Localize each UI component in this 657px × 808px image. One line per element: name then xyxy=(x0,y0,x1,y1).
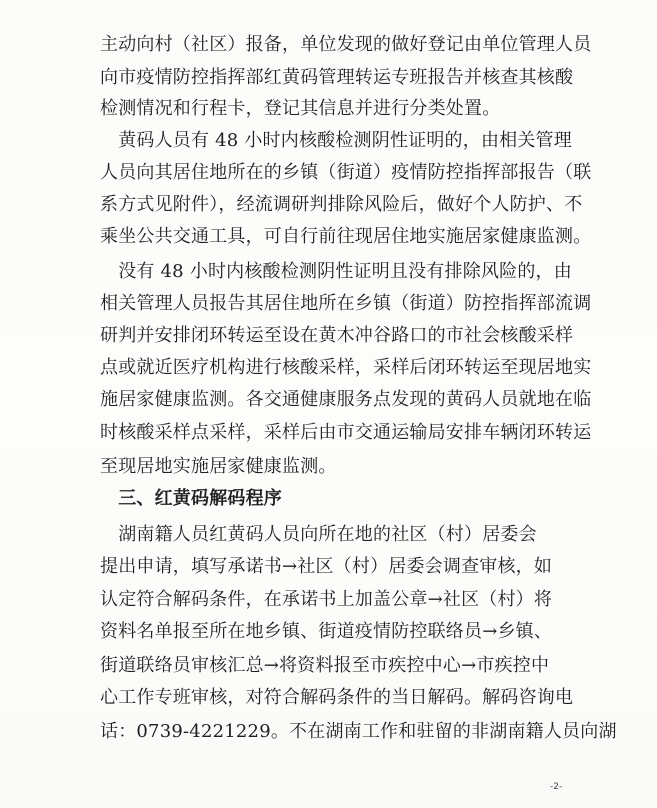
section-heading: 三、红黄码解码程序 xyxy=(100,488,282,509)
text-line: 资料名单报至所在地乡镇、街道疫情防控联络员→乡镇、 xyxy=(100,621,553,642)
text-line: 黄码人员有 48 小时内核酸检测阴性证明的，由相关管理 xyxy=(100,130,572,151)
text-line: 湖南籍人员红黄码人员向所在地的社区（村）居委会 xyxy=(100,524,537,545)
text-line: 至现居地实施居家健康监测。 xyxy=(100,456,337,477)
text-line: 检测情况和行程卡，登记其信息并进行分类处置。 xyxy=(100,98,501,119)
text-line: 研判并安排闭环转运至设在黄木冲谷路口的市社会核酸采样 xyxy=(100,325,574,346)
text-line: 认定符合解码条件，在承诺书上加盖公章→社区（村）将 xyxy=(100,589,553,610)
text-line: 人员向其居住地所在的乡镇（街道）疫情防控指挥部报告（联 xyxy=(100,162,592,183)
text-line: 话：0739-4221229。不在湖南工作和驻留的非湖南籍人员向湖 xyxy=(100,721,617,742)
text-line: 没有 48 小时内核酸检测阴性证明且没有排除风险的，由 xyxy=(100,261,572,282)
text-line: 施居家健康监测。各交通健康服务点发现的黄码人员就地在临 xyxy=(100,389,592,410)
text-line: 主动向村（社区）报备，单位发现的做好登记由单位管理人员 xyxy=(100,34,592,55)
text-line: 心工作专班审核，对符合解码条件的当日解码。解码咨询电 xyxy=(100,687,574,708)
text-line: 系方式见附件），经流调研判排除风险后，做好个人防护、不 xyxy=(100,194,583,215)
text-line: 向市疫情防控指挥部红黄码管理转运专班报告并核查其核酸 xyxy=(100,67,574,88)
text-line: 乘坐公共交通工具，可自行前往现居住地实施居家健康监测。 xyxy=(100,226,592,247)
text-line: 街道联络员审核汇总→将资料报至市疾控中心→市疾控中 xyxy=(100,655,550,676)
text-line: 点或就近医疗机构进行核酸采样，采样后闭环转运至现居地实 xyxy=(100,357,592,378)
text-line: 提出申请，填写承诺书→社区（村）居委会调查审核，如 xyxy=(100,556,553,577)
text-line: 时核酸采样点采样，采样后由市交通运输局安排车辆闭环转运 xyxy=(100,422,592,443)
text-line: 相关管理人员报告其居住地所在乡镇（街道）防控指挥部流调 xyxy=(100,293,592,314)
page-number: -2- xyxy=(550,782,563,792)
